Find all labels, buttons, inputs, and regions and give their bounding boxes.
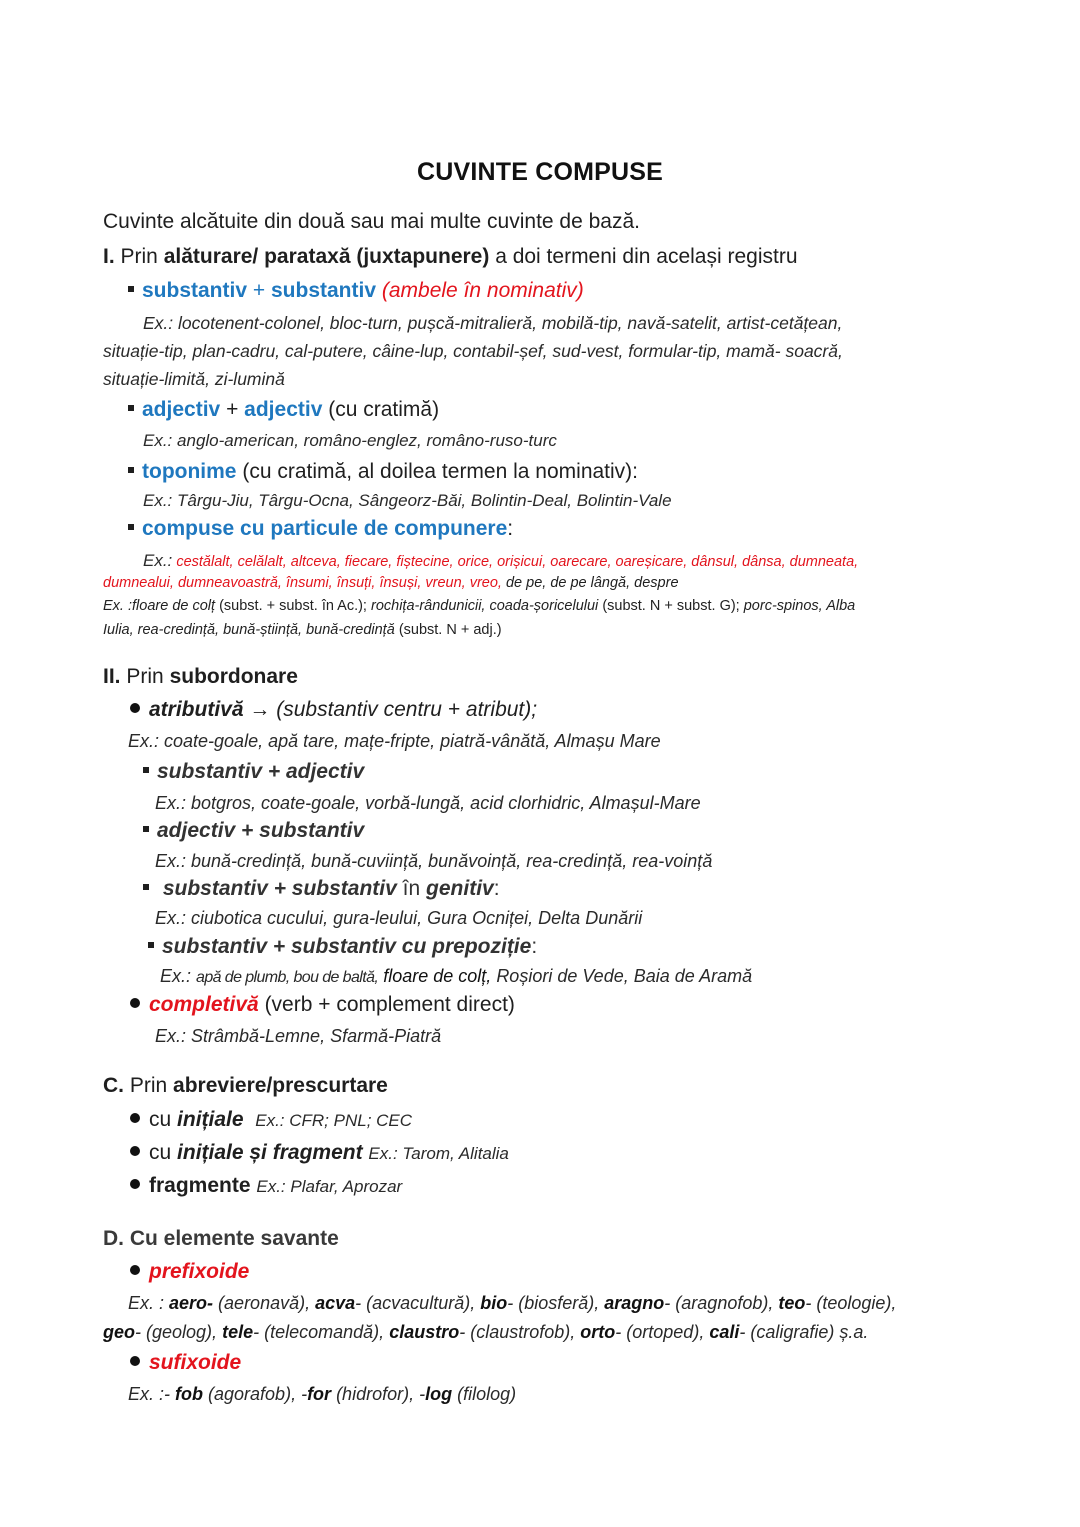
term: compuse cu particule de compunere	[142, 517, 508, 540]
term: toponime	[142, 460, 237, 483]
ex-label: Ex.:	[143, 313, 174, 333]
round-bullet-icon	[130, 703, 140, 713]
ex-red-text: cestălalt, celălalt, altceva, fiecare, fiștecine, orice, orișicui, oarecare, oareșicare, dânsul, dânsa, dumneata,	[176, 554, 859, 570]
ex-bold: geo	[103, 1322, 136, 1342]
sub-bullet-subst-adj	[143, 760, 364, 784]
square-bullet-icon	[143, 767, 149, 773]
example-line	[128, 1293, 896, 1314]
ex-text: porc-spinos, Alba	[743, 598, 856, 614]
ex-label: Ex.:	[143, 431, 173, 450]
ex-text: - (acvacultură),	[355, 1293, 476, 1313]
ex-text: de pe, de pe lângă, despre	[505, 575, 679, 591]
ex-text: (aeronavă),	[213, 1293, 311, 1313]
sub-bullet-subst-prep	[148, 935, 537, 959]
section-2-prefix: Prin	[126, 665, 164, 688]
ex-bold: fob	[175, 1384, 204, 1404]
ex-text: - (biosferă),	[507, 1293, 600, 1313]
extra-example-line	[103, 598, 855, 614]
ex-text: floare de colț,	[383, 966, 492, 986]
prefix: cu	[149, 1141, 172, 1164]
note: (substantiv centru + atribut);	[276, 698, 538, 721]
ex-bold: for	[307, 1384, 332, 1404]
bullet-prefixoide	[130, 1260, 249, 1284]
term: completivă	[149, 993, 259, 1016]
term: adjectiv	[142, 398, 221, 421]
plus: +	[252, 279, 266, 302]
square-bullet-icon	[128, 524, 134, 530]
ex-label: Ex.:	[143, 491, 173, 510]
mid-text: în	[402, 877, 421, 900]
bullet-completiva	[130, 993, 515, 1017]
round-bullet-icon	[130, 1265, 140, 1275]
note: (ambele în nominativ)	[381, 279, 584, 302]
extra-example-line	[103, 622, 502, 638]
term: inițiale	[177, 1108, 244, 1131]
ex-text: - (geolog),	[135, 1322, 218, 1342]
section-1-heading	[103, 245, 798, 269]
ex-text: apă de plumb, bou de baltă,	[196, 969, 379, 986]
example-line	[128, 1384, 516, 1405]
term: adjectiv + substantiv	[157, 819, 365, 842]
note: (cu cratimă)	[328, 398, 440, 421]
ex-text: (hidrofor), -	[331, 1384, 426, 1404]
ex-text: anglo-american, româno-englez, româno-ruso-turc	[177, 431, 557, 450]
ex-bold: tele	[222, 1322, 254, 1342]
prefix: cu	[149, 1108, 172, 1131]
term: fragmente	[149, 1174, 251, 1197]
note: (subst. + subst. în Ac.);	[219, 598, 367, 614]
example-line	[103, 575, 679, 591]
ex-text: Ex.: Plafar, Aprozar	[256, 1177, 403, 1196]
section-c-bold: abreviere/prescurtare	[173, 1074, 388, 1097]
bullet-adj-adj	[128, 398, 439, 422]
colon: :	[493, 877, 500, 900]
bullet-particule	[128, 517, 513, 541]
section-c-heading	[103, 1074, 388, 1098]
colon: :	[507, 517, 514, 540]
section-1-number: I.	[103, 245, 115, 268]
ex-bold: acva	[315, 1293, 356, 1313]
square-bullet-icon	[148, 942, 154, 948]
bullet-atributiva	[130, 698, 537, 722]
term: substantiv + adjectiv	[157, 760, 365, 783]
bullet-subst-subst	[128, 279, 584, 303]
ex-label: Ex.:	[160, 966, 192, 986]
ex-bold: aragno	[604, 1293, 665, 1313]
ex-text: (agorafob), -	[203, 1384, 308, 1404]
ex-text: (filolog)	[452, 1384, 517, 1404]
term: prefixoide	[149, 1260, 250, 1283]
section-c-prefix: Prin	[129, 1074, 168, 1097]
ex-bold: log	[425, 1384, 453, 1404]
square-bullet-icon	[128, 405, 134, 411]
plus: +	[226, 398, 239, 421]
term: substantiv	[270, 279, 377, 302]
example-line: situație-tip, plan-cadru, cal-putere, câine-lup, contabil-șef, sud-vest, formular-tip, mamă- soacră,	[103, 341, 843, 361]
ex-text: locotenent-colonel, bloc-turn, pușcă-mitralieră, mobilă-tip, navă-satelit, artist-cetățean,	[178, 313, 843, 333]
ex-bold: cali	[709, 1322, 740, 1342]
example-line	[143, 313, 842, 334]
example-line: Ex.: botgros, coate-goale, vorbă-lungă, acid clorhidric, Almașul-Mare	[155, 793, 701, 813]
round-bullet-icon	[130, 1356, 140, 1366]
example-line	[143, 431, 557, 451]
ex-text: - (caligrafie) ș.a.	[739, 1322, 869, 1342]
round-bullet-icon	[130, 1113, 140, 1123]
ex-text: floare de colț	[132, 598, 216, 614]
square-bullet-icon	[143, 826, 149, 832]
section-1-bold: alăturare/ parataxă (juxtapunere)	[163, 245, 490, 268]
example-line: Ex.: ciubotica cucului, gura-leului, Gura Ocniței, Delta Dunării	[155, 908, 643, 928]
sub-bullet-adj-subst	[143, 819, 364, 843]
abbrev-item	[130, 1174, 402, 1198]
ex-text: - (telecomandă),	[253, 1322, 385, 1342]
example-line: Ex.: Strâmbă-Lemne, Sfarmă-Piatră	[155, 1026, 442, 1046]
ex-text: Ex.: Tarom, Alitalia	[368, 1144, 509, 1163]
ex-text: - (teologie),	[805, 1293, 897, 1313]
ex-bold: teo	[778, 1293, 806, 1313]
ex-text: Ex.: CFR; PNL; CEC	[255, 1111, 413, 1130]
note: (subst. N + subst. G);	[602, 598, 740, 614]
example-line: Ex.: bună-credință, bună-cuviință, bunăvoință, rea-credință, rea-voință	[155, 851, 713, 871]
ex-bold: bio	[480, 1293, 508, 1313]
ex-text: - (aragnofob),	[664, 1293, 774, 1313]
colon: :	[531, 935, 538, 958]
term: sufixoide	[149, 1351, 242, 1374]
ex-bold: orto	[580, 1322, 616, 1342]
term: genitiv	[426, 877, 494, 900]
intro-text: Cuvinte alcătuite din două sau mai multe cuvinte de bază.	[103, 210, 640, 233]
note: (verb + complement direct)	[264, 993, 515, 1016]
square-bullet-icon	[128, 467, 134, 473]
section-c-number: C.	[103, 1074, 124, 1097]
ex-text: Iulia, rea-credință, bună-știință, bună-credință	[103, 622, 395, 638]
ex-label: Ex. :	[128, 1293, 165, 1313]
ex-text: Târgu-Jiu, Târgu-Ocna, Sângeorz-Băi, Bolintin-Deal, Bolintin-Vale	[177, 491, 672, 510]
abbrev-item	[130, 1141, 509, 1165]
term: substantiv + substantiv cu prepoziție	[162, 935, 532, 958]
ex-text: - (claustrofob),	[459, 1322, 576, 1342]
ex-label: Ex.:	[143, 551, 173, 570]
example-line	[143, 491, 672, 511]
ex-red-text: dumnealui, dumneavoastră, însumi, însuți, însuși, vreun, vreo,	[103, 575, 502, 591]
term: substantiv + substantiv	[162, 877, 397, 900]
ex-text: - (ortoped),	[615, 1322, 705, 1342]
bullet-toponime	[128, 460, 638, 484]
abbrev-item	[130, 1108, 412, 1132]
term: atributivă	[149, 698, 244, 721]
ex-bold: claustro	[389, 1322, 460, 1342]
term: adjectiv	[244, 398, 323, 421]
section-2-heading	[103, 665, 298, 689]
example-line	[143, 551, 858, 571]
arrow-icon: →	[249, 698, 271, 721]
term: inițiale și fragment	[177, 1141, 363, 1164]
round-bullet-icon	[130, 998, 140, 1008]
square-bullet-icon	[128, 286, 134, 292]
section-2-number: II.	[103, 665, 121, 688]
ex-text: rochița-rândunicii, coada-șoricelului	[371, 598, 599, 614]
round-bullet-icon	[130, 1146, 140, 1156]
note: (subst. N + adj.)	[398, 622, 502, 638]
section-d-heading: D. Cu elemente savante	[103, 1227, 339, 1250]
bullet-sufixoide	[130, 1351, 241, 1375]
example-line	[160, 966, 752, 987]
ex-label: Ex. :-	[128, 1384, 171, 1404]
term: substantiv	[142, 279, 248, 302]
section-2-bold: subordonare	[169, 665, 298, 688]
round-bullet-icon	[130, 1179, 140, 1189]
page-title: CUVINTE COMPUSE	[416, 158, 664, 186]
ex-bold: aero-	[169, 1293, 214, 1313]
section-1-prefix: Prin	[120, 245, 158, 268]
square-bullet-icon	[143, 884, 149, 890]
section-1-rest: a doi termeni din același registru	[495, 245, 798, 268]
ex-text: Roșiori de Vede, Baia de Aramă	[496, 966, 753, 986]
ex-label: Ex. :	[103, 598, 133, 614]
example-line	[103, 1322, 868, 1343]
example-line: Ex.: coate-goale, apă tare, mațe-fripte, piatră-vânătă, Almașu Mare	[128, 731, 661, 751]
sub-bullet-subst-subst-genitiv	[143, 877, 500, 901]
example-line: situație-limită, zi-lumină	[103, 369, 285, 389]
note: (cu cratimă, al doilea termen la nominativ):	[242, 460, 639, 483]
